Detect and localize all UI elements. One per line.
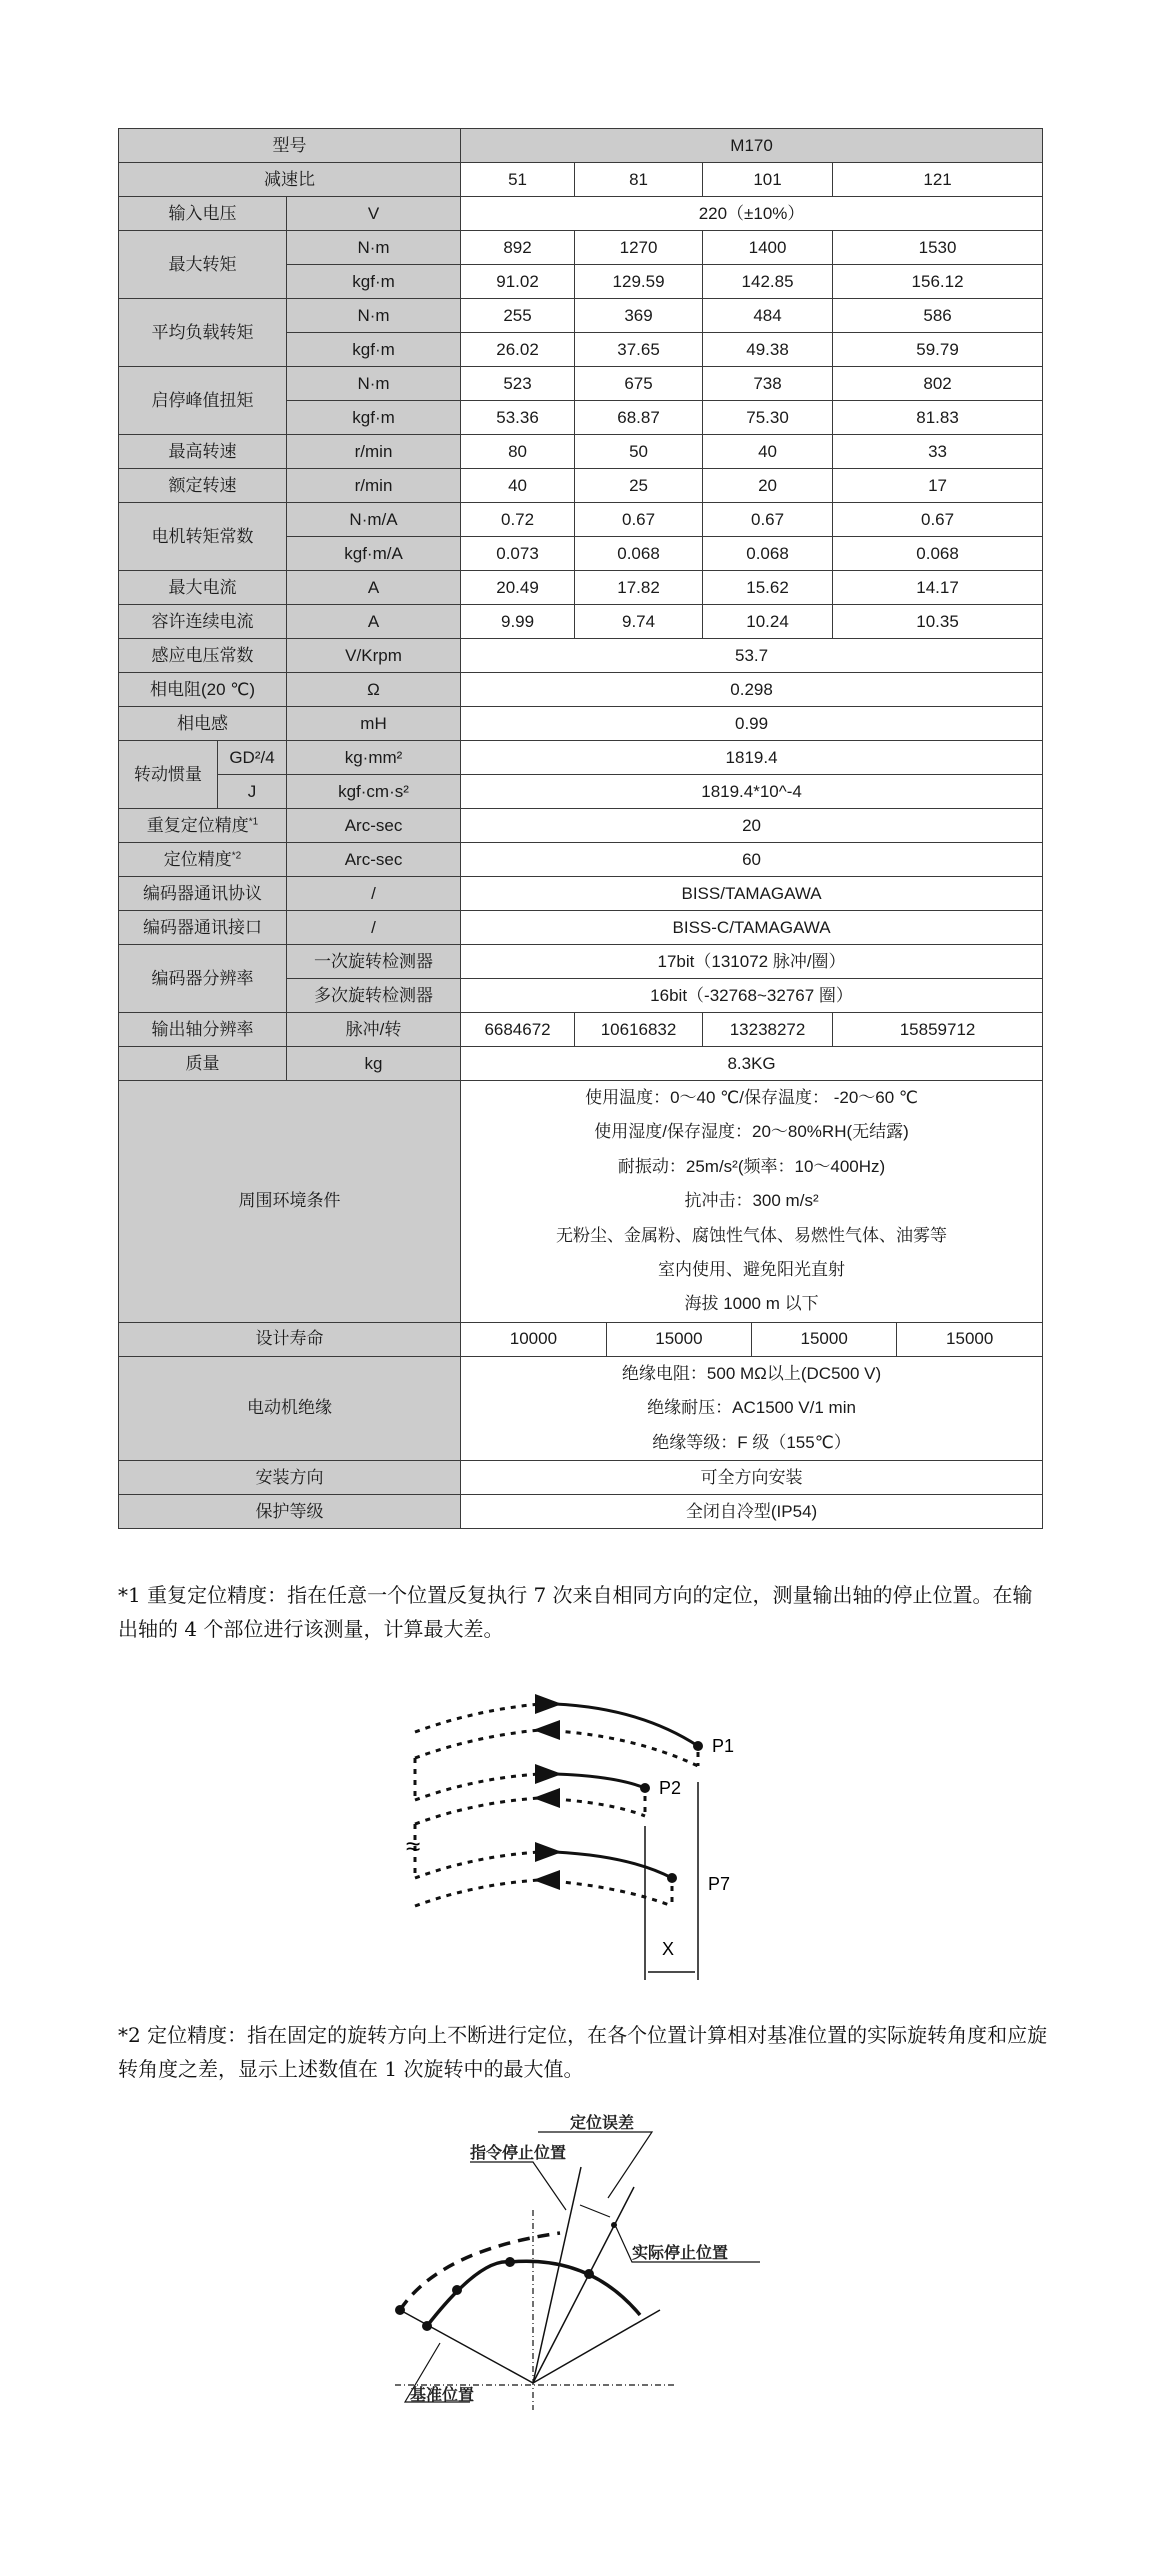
row-label: 额定转速	[119, 469, 287, 503]
row-sublabel: J	[218, 775, 287, 809]
cell: 53.36	[461, 401, 575, 435]
cell: 0.068	[575, 537, 703, 571]
row-unit: kgf·m	[287, 265, 461, 299]
cell: 10616832	[575, 1013, 703, 1047]
row-rated-speed	[119, 469, 1043, 503]
row-unit: 一次旋转检测器	[287, 945, 461, 979]
row-back-emf	[119, 639, 1043, 673]
cell: 0.068	[833, 537, 1043, 571]
environment-list	[461, 1081, 1043, 1323]
row-value: 可全方向安装	[461, 1461, 1043, 1495]
row-unit: kg·mm²	[287, 741, 461, 775]
row-label: 启停峰值扭矩	[119, 367, 287, 435]
cell: 0.72	[461, 503, 575, 537]
row-unit: mH	[287, 707, 461, 741]
row-label: 编码器通讯协议	[119, 877, 287, 911]
cell: 0.67	[833, 503, 1043, 537]
row-unit: kg	[287, 1047, 461, 1081]
cell: 802	[833, 367, 1043, 401]
cell: 675	[575, 367, 703, 401]
row-inertia	[119, 741, 1043, 775]
footnote-2: *2 定位精度：指在固定的旋转方向上不断进行定位，在各个位置计算相对基准位置的实际旋转角度和应旋转角度之差，显示上述数值在 1 次旋转中的最大值。	[118, 2023, 1048, 2081]
model-label: 型号	[119, 129, 461, 163]
cell: 33	[833, 435, 1043, 469]
row-max-current	[119, 571, 1043, 605]
insulation-line: 绝缘等级：F 级（155℃）	[652, 1432, 851, 1452]
cell: 0.068	[703, 537, 833, 571]
row-value: 220（±10%）	[461, 197, 1043, 231]
label-p2: P2	[659, 1778, 682, 1798]
row-label: 输入电压	[119, 197, 287, 231]
row-sublabel: GD²/4	[218, 741, 287, 775]
label-p1: P1	[712, 1736, 735, 1756]
row-unit: kgf·m	[287, 401, 461, 435]
cell: 50	[575, 435, 703, 469]
row-label: 保护等级	[119, 1495, 461, 1529]
row-label: 编码器分辨率	[119, 945, 287, 1013]
cell: 17	[833, 469, 1043, 503]
row-unit: kgf·m	[287, 333, 461, 367]
env-line: 抗冲击：300 m/s²	[684, 1191, 819, 1211]
row-input-voltage	[119, 197, 1043, 231]
position-accuracy-diagram	[370, 2110, 790, 2440]
row-label: 定位精度$^{*2}$	[119, 843, 287, 877]
cell: 738	[703, 367, 833, 401]
cell: 10.24	[703, 605, 833, 639]
row-mounting	[119, 1461, 1043, 1495]
row-label: 转动惯量	[119, 741, 218, 809]
label-positioning-error: 定位误差	[570, 2115, 635, 2132]
row-label: 平均负载转矩	[119, 299, 287, 367]
cell: 892	[461, 231, 575, 265]
cell: 15.62	[703, 571, 833, 605]
row-unit: N·m	[287, 299, 461, 333]
footnote-mark: *2	[231, 849, 242, 861]
row-unit: Arc-sec	[287, 843, 461, 877]
cell: 20	[703, 469, 833, 503]
row-value: 全闭自冷型(IP54)	[461, 1495, 1043, 1529]
row-label: 最高转速	[119, 435, 287, 469]
row-ratio	[119, 163, 1043, 197]
row-phase-resistance	[119, 673, 1043, 707]
row-encoder-interface	[119, 911, 1043, 945]
env-line: 海拔 1000 m 以下	[684, 1294, 819, 1314]
label-x: X	[662, 1939, 675, 1959]
insulation-line: 绝缘耐压：AC1500 V/1 min	[647, 1398, 856, 1418]
row-unit: kgf·cm·s²	[287, 775, 461, 809]
footnote-mark: *1	[248, 815, 259, 827]
cell: 40	[461, 469, 575, 503]
cell: 484	[703, 299, 833, 333]
cell: 10000	[509, 1329, 558, 1349]
cell: 523	[461, 367, 575, 401]
row-value: 1819.4	[461, 741, 1043, 775]
cell: 80	[461, 435, 575, 469]
row-unit: V/Krpm	[287, 639, 461, 673]
row-model	[119, 129, 1043, 163]
row-value: 20	[461, 809, 1043, 843]
row-label: 电动机绝缘	[119, 1356, 461, 1460]
cell: 91.02	[461, 265, 575, 299]
row-unit: r/min	[287, 469, 461, 503]
cell: 156.12	[833, 265, 1043, 299]
cell: 1530	[833, 231, 1043, 265]
row-label: 安装方向	[119, 1461, 461, 1495]
env-line: 使用湿度/保存湿度：20～80%RH(无结露)	[594, 1122, 909, 1142]
row-unit: r/min	[287, 435, 461, 469]
row-unit: V	[287, 197, 461, 231]
env-line: 耐振动：25m/s²(频率：10～400Hz)	[617, 1156, 886, 1176]
row-encoder-resolution	[119, 945, 1043, 979]
ratio-value: 121	[833, 163, 1043, 197]
cell: 37.65	[575, 333, 703, 367]
row-label: 感应电压常数	[119, 639, 287, 673]
row-label: 电机转矩常数	[119, 503, 287, 571]
row-label: 设计寿命	[119, 1322, 461, 1356]
row-unit: 多次旋转检测器	[287, 979, 461, 1013]
row-unit: N·m	[287, 367, 461, 401]
cell: 15000	[897, 1323, 1042, 1356]
row-max-torque	[119, 231, 1043, 265]
spec-table	[118, 128, 1043, 1529]
cell: 13238272	[703, 1013, 833, 1047]
row-unit: A	[287, 605, 461, 639]
row-insulation	[119, 1356, 1043, 1460]
row-label: 最大转矩	[119, 231, 287, 299]
cell: 15000	[752, 1323, 897, 1356]
row-label: 最大电流	[119, 571, 287, 605]
env-line: 无粉尘、金属粉、腐蚀性气体、易燃性气体、油雾等	[556, 1225, 948, 1245]
cell: 0.073	[461, 537, 575, 571]
row-value: 1819.4*10^-4	[461, 775, 1043, 809]
cell: 26.02	[461, 333, 575, 367]
cell: 369	[575, 299, 703, 333]
row-value: 16bit（-32768~32767 圈）	[461, 979, 1043, 1013]
cell: 10.35	[833, 605, 1043, 639]
ratio-label: 减速比	[119, 163, 461, 197]
row-unit: N·m	[287, 231, 461, 265]
row-output-resolution	[119, 1013, 1043, 1047]
cell: 0.67	[575, 503, 703, 537]
row-encoder-protocol	[119, 877, 1043, 911]
label-command-stop: 指令停止位置	[470, 2145, 567, 2162]
cell: 81.83	[833, 401, 1043, 435]
row-unit: 脉冲/转	[287, 1013, 461, 1047]
row-repeat-accuracy	[119, 809, 1043, 843]
row-protection	[119, 1495, 1043, 1529]
cell: 15000	[606, 1323, 751, 1356]
ratio-value: 101	[703, 163, 833, 197]
row-value: 8.3KG	[461, 1047, 1043, 1081]
cell: 9.99	[461, 605, 575, 639]
cell: 1400	[703, 231, 833, 265]
cell: 17.82	[575, 571, 703, 605]
row-unit: N·m/A	[287, 503, 461, 537]
break-icon: ≈	[406, 1831, 421, 1861]
insulation-line: 绝缘电阻：500 MΩ以上(DC500 V)	[621, 1363, 882, 1383]
cell: 0.67	[703, 503, 833, 537]
row-label: 编码器通讯接口	[119, 911, 287, 945]
design-life-values	[461, 1322, 1043, 1356]
cell: 255	[461, 299, 575, 333]
cell: 20.49	[461, 571, 575, 605]
row-phase-inductance	[119, 707, 1043, 741]
label-reference: 基准位置	[410, 2387, 475, 2404]
row-torque-constant	[119, 503, 1043, 537]
row-peak-torque	[119, 367, 1043, 401]
cell: 142.85	[703, 265, 833, 299]
cell: 129.59	[575, 265, 703, 299]
row-unit: /	[287, 877, 461, 911]
row-value: 17bit（131072 脉冲/圈）	[461, 945, 1043, 979]
row-label: 相电阻(20 ℃)	[119, 673, 287, 707]
ratio-value: 81	[575, 163, 703, 197]
row-environment	[119, 1081, 1043, 1323]
env-line: 使用温度：0～40 ℃/保存温度： -20～60 ℃	[585, 1088, 918, 1107]
ratio-value: 51	[461, 163, 575, 197]
row-position-accuracy	[119, 843, 1043, 877]
row-max-speed	[119, 435, 1043, 469]
cell: 15859712	[833, 1013, 1043, 1047]
label-p7: P7	[708, 1874, 731, 1894]
row-label: 相电感	[119, 707, 287, 741]
row-value: 0.99	[461, 707, 1043, 741]
row-label: 周围环境条件	[119, 1081, 461, 1323]
cell: 9.74	[575, 605, 703, 639]
row-value: 53.7	[461, 639, 1043, 673]
cell: 14.17	[833, 571, 1043, 605]
footnote-1: *1 重复定位精度：指在任意一个位置反复执行 7 次来自相同方向的定位，测量输出轴的停止位置。在输出轴的 4 个部位进行该测量，计算最大差。	[118, 1583, 1033, 1641]
row-unit: /	[287, 911, 461, 945]
cell: 68.87	[575, 401, 703, 435]
cell: 40	[703, 435, 833, 469]
cell: 6684672	[461, 1013, 575, 1047]
model-value: M170	[461, 129, 1043, 163]
row-cont-current	[119, 605, 1043, 639]
repeat-accuracy-diagram	[390, 1680, 750, 1980]
cell: 49.38	[703, 333, 833, 367]
row-label: 输出轴分辨率	[119, 1013, 287, 1047]
row-label: 质量	[119, 1047, 287, 1081]
row-label: 重复定位精度$^{*1}$	[119, 809, 287, 843]
cell: 75.30	[703, 401, 833, 435]
row-design-life	[119, 1322, 1043, 1356]
env-line: 室内使用、避免阳光直射	[658, 1260, 846, 1280]
cell: 25	[575, 469, 703, 503]
row-value: 60	[461, 843, 1043, 877]
insulation-list	[461, 1356, 1043, 1460]
cell: 1270	[575, 231, 703, 265]
row-label: 容许连续电流	[119, 605, 287, 639]
row-value: BISS/TAMAGAWA	[461, 877, 1043, 911]
row-unit: Ω	[287, 673, 461, 707]
row-unit: kgf·m/A	[287, 537, 461, 571]
row-mass	[119, 1047, 1043, 1081]
row-unit: A	[287, 571, 461, 605]
label-actual-stop: 实际停止位置	[632, 2245, 729, 2262]
row-value: 0.298	[461, 673, 1043, 707]
cell: 59.79	[833, 333, 1043, 367]
row-avg-load-torque	[119, 299, 1043, 333]
row-unit: Arc-sec	[287, 809, 461, 843]
cell: 586	[833, 299, 1043, 333]
row-value: BISS-C/TAMAGAWA	[461, 911, 1043, 945]
